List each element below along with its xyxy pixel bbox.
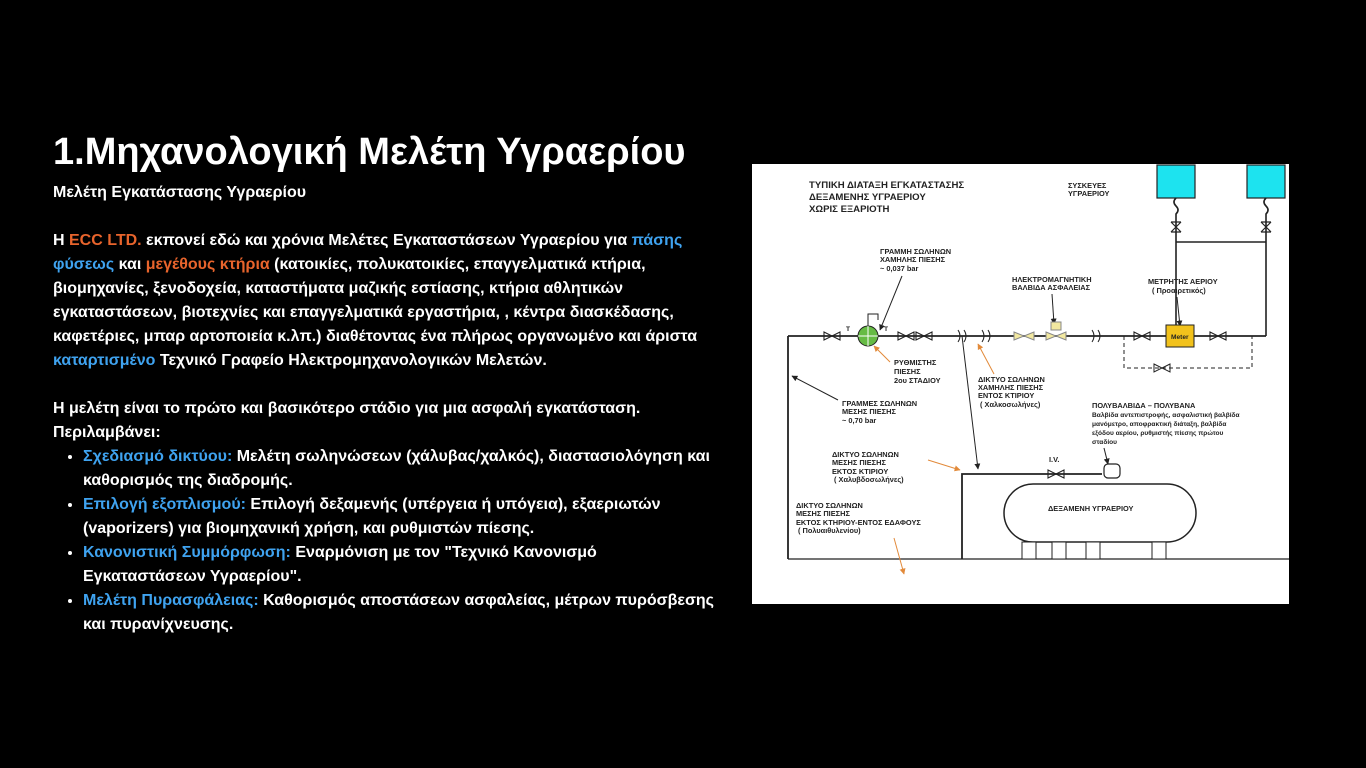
multivalve-label-1: ΠΟΛΥΒΑΛΒΙΔΑ – ΠΟΛΥΒΑΝΑ <box>1092 401 1196 410</box>
building-size-link[interactable]: μεγέθους κτήρια <box>145 256 270 273</box>
medium-lines-pointer <box>792 376 838 400</box>
list-item <box>83 589 723 637</box>
tank-support <box>1152 542 1166 559</box>
list-item-term: Μελέτη Πυρασφάλειας: <box>83 592 259 609</box>
list-item-text: Επιλογή δεξαμενής (υπέργεια ή υπόγεια), εξαεριωτών (vaporizers) για βιομηχανική χρήση, και ρυθμιστών πίεσης. <box>83 496 661 537</box>
list-item-text: Μελέτη σωληνώσεων (χάλυβας/χαλκός), διαστασιολόγηση και καθορισμός της διαδρομής. <box>83 448 710 489</box>
list-item-text: Εναρμόνιση με τον "Τεχνικό Κανονισμό Εγκαταστάσεων Υγραερίου". <box>83 544 597 585</box>
solenoid-valve-icon <box>1014 332 1034 340</box>
lpg-tank <box>1004 484 1196 542</box>
section-subtitle: Μελέτη Εγκατάστασης Υγραερίου <box>53 184 307 201</box>
meter-box-label: Meter <box>1171 334 1189 341</box>
list-item <box>83 541 723 589</box>
content-body <box>53 181 723 637</box>
meter-label-1: ΜΕΤΡΗΤΗΣ ΑΕΡΙΟΥ <box>1148 277 1218 286</box>
low-pipe-label-1: ΓΡΑΜΜΗ ΣΩΛΗΝΩΝ <box>880 247 952 256</box>
medium-outside-label-3: ΕΚΤΟΣ ΚΤΙΡΙΟΥ <box>832 467 889 476</box>
underground-pointer <box>894 538 904 574</box>
medium-outside-pointer <box>928 460 960 470</box>
tank-support <box>1052 542 1066 559</box>
regulator-pointer <box>874 346 890 362</box>
intro-text-1: Η <box>53 232 69 249</box>
trained-link[interactable]: καταρτισμένο <box>53 352 156 369</box>
solenoid-pointer <box>1052 294 1054 324</box>
low-network-label-4: ( Χαλκοσωλήνες) <box>980 400 1041 409</box>
diagram-title-3: ΧΩΡΙΣ ΕΞΑΡΙΟΤΗ <box>809 204 890 215</box>
intro-text-5: Τεχνικό Γραφείο Ηλεκτρομηχανολογικών Μελετών. <box>155 352 547 369</box>
list-item-term: Κανονιστική Συμμόρφωση: <box>83 544 291 561</box>
regulator-vent <box>868 314 878 326</box>
tank-support <box>1086 542 1100 559</box>
intro-text-2: εκπονεί εδώ και χρόνια Μελέτες Εγκαταστάσεων Υγραερίου για <box>141 232 632 249</box>
list-item-term: Επιλογή εξοπλισμού: <box>83 496 246 513</box>
multivalve-label-5: σταδίου <box>1092 439 1118 446</box>
low-pipe-label-2: ΧΑΜΗΛΗΣ ΠΙΕΣΗΣ <box>880 255 946 264</box>
regulator-label-2: ΠΙΕΣΗΣ <box>894 367 921 376</box>
underground-label-4: ( Πολυαιθυλενίου) <box>798 526 861 535</box>
regulator-label-3: 2ου ΣΤΑΔΙΟΥ <box>894 376 941 385</box>
underground-label-3: ΕΚΤΟΣ ΚΤΗΡΙΟΥ-ΕΝΤΟΣ ΕΔΑΦΟΥΣ <box>796 518 921 527</box>
medium-lines-label-3: ~ 0,70 bar <box>842 416 877 425</box>
tank-label: ΔΕΞΑΜΕΝΗ ΥΓΡΑΕΡΙΟΥ <box>1048 504 1134 513</box>
lpg-installation-diagram <box>752 164 1289 604</box>
multivalve-label-4: εξόδου αερίου, ρυθμιστής πίεσης πρώτου <box>1092 430 1224 437</box>
all-types-link[interactable]: πάσης φύσεως <box>53 232 683 273</box>
multivalve-pointer <box>1104 448 1108 464</box>
company-link[interactable]: ECC LTD. <box>69 232 142 249</box>
scope-list <box>53 445 723 637</box>
diagram-title-2: ΔΕΞΑΜΕΝΗΣ ΥΓΡΑΕΡΙΟΥ <box>809 192 926 203</box>
list-item-term: Σχεδιασμό δικτύου: <box>83 448 233 465</box>
meter-pointer <box>1177 297 1180 326</box>
valve-t-label: T <box>846 326 851 333</box>
appliances-label-1: ΣΥΣΚΕΥΕΣ <box>1068 181 1107 190</box>
solenoid-valve-icon <box>1046 332 1066 340</box>
list-item <box>83 493 723 541</box>
appliance-box-1 <box>1157 165 1195 198</box>
appliance-box-2 <box>1247 165 1285 198</box>
underground-label-1: ΔΙΚΤΥΟ ΣΩΛΗΝΩΝ <box>796 501 863 510</box>
page-title: 1.Μηχανολογική Μελέτη Υγραερίου <box>53 131 686 173</box>
appliance-pipe-2 <box>1264 198 1268 336</box>
regulator-label-1: ΡΥΘΜΙΣΤΗΣ <box>894 358 937 367</box>
low-network-label-2: ΧΑΜΗΛΗΣ ΠΙΕΣΗΣ <box>978 383 1044 392</box>
meter-label-2: ( Προαιρετικός) <box>1152 286 1206 295</box>
medium-lines-label-1: ΓΡΑΜΜΕΣ ΣΩΛΗΝΩΝ <box>842 399 918 408</box>
valve-t-label: T <box>884 326 889 333</box>
intro-text-4: (κατοικίες, πολυκατοικίες, επαγγελματικά κτήρια, βιομηχανίες, ξενοδοχεία, καταστήματα μαζικής εστίασης, κτήρια αθλητικών εγκαταστάσεων, βιοτεχνίες και επαγγελματικά εργαστήρια, , κέντρα διασκέδασης, καφετέριες, μπαρ αρτοποιεία κ.λπ.) διαθέτοντας ένα πλήρως οργανωμένο και άριστα <box>53 256 698 345</box>
medium-lines-label-2: ΜΕΣΗΣ ΠΙΕΣΗΣ <box>842 407 896 416</box>
medium-outside-label-1: ΔΙΚΤΥΟ ΣΩΛΗΝΩΝ <box>832 450 899 459</box>
iv-label: I.V. <box>1049 455 1060 464</box>
multivalve-icon <box>1104 464 1120 478</box>
multivalve-label-2: Βαλβίδα αντεπιστροφής, ασφαλιστική βαλβίδα <box>1092 412 1240 419</box>
intro-text-3: και <box>114 256 146 273</box>
low-pipe-label-3: ~ 0,037 bar <box>880 264 919 273</box>
medium-outside-label-4: ( Χαλυβδοσωλήνες) <box>834 475 904 484</box>
medium-outside-label-2: ΜΕΣΗΣ ΠΙΕΣΗΣ <box>832 458 886 467</box>
tank-support <box>1022 542 1036 559</box>
solenoid-coil <box>1051 322 1061 330</box>
low-network-pointer <box>978 344 994 374</box>
low-pipe-pointer <box>880 276 902 330</box>
scope-line-2: Περιλαμβάνει: <box>53 424 161 441</box>
list-item-text: Καθορισμός αποστάσεων ασφαλείας, μέτρων πυρόσβεσης και πυρανίχνευσης. <box>83 592 714 633</box>
building-pointer <box>962 336 978 469</box>
low-network-label-3: ΕΝΤΟΣ ΚΤΙΡΙΟΥ <box>978 391 1035 400</box>
appliances-label-2: ΥΓΡΑΕΡΙΟΥ <box>1068 189 1110 198</box>
low-network-label-1: ΔΙΚΤΥΟ ΣΩΛΗΝΩΝ <box>978 375 1045 384</box>
diagram-title-1: ΤΥΠΙΚΗ ΔΙΑΤΑΞΗ ΕΓΚΑΤΑΣΤΑΣΗΣ <box>809 180 965 191</box>
appliance-pipe-1 <box>1174 198 1178 336</box>
list-item <box>83 445 723 493</box>
solenoid-label-2: ΒΑΛΒΙΔΑ ΑΣΦΑΛΕΙΑΣ <box>1012 283 1091 292</box>
multivalve-label-3: μανόμετρο, αποφρακτική διάταξη, βαλβίδα <box>1092 421 1227 428</box>
underground-label-2: ΜΕΣΗΣ ΠΙΕΣΗΣ <box>796 509 850 518</box>
scope-line-1: Η μελέτη είναι το πρώτο και βασικότερο στάδιο για μια ασφαλή εγκατάσταση. <box>53 400 641 417</box>
solenoid-label-1: ΗΛΕΚΤΡΟΜΑΓΝΗΤΙΚΗ <box>1012 275 1092 284</box>
intro-paragraph <box>53 229 723 373</box>
